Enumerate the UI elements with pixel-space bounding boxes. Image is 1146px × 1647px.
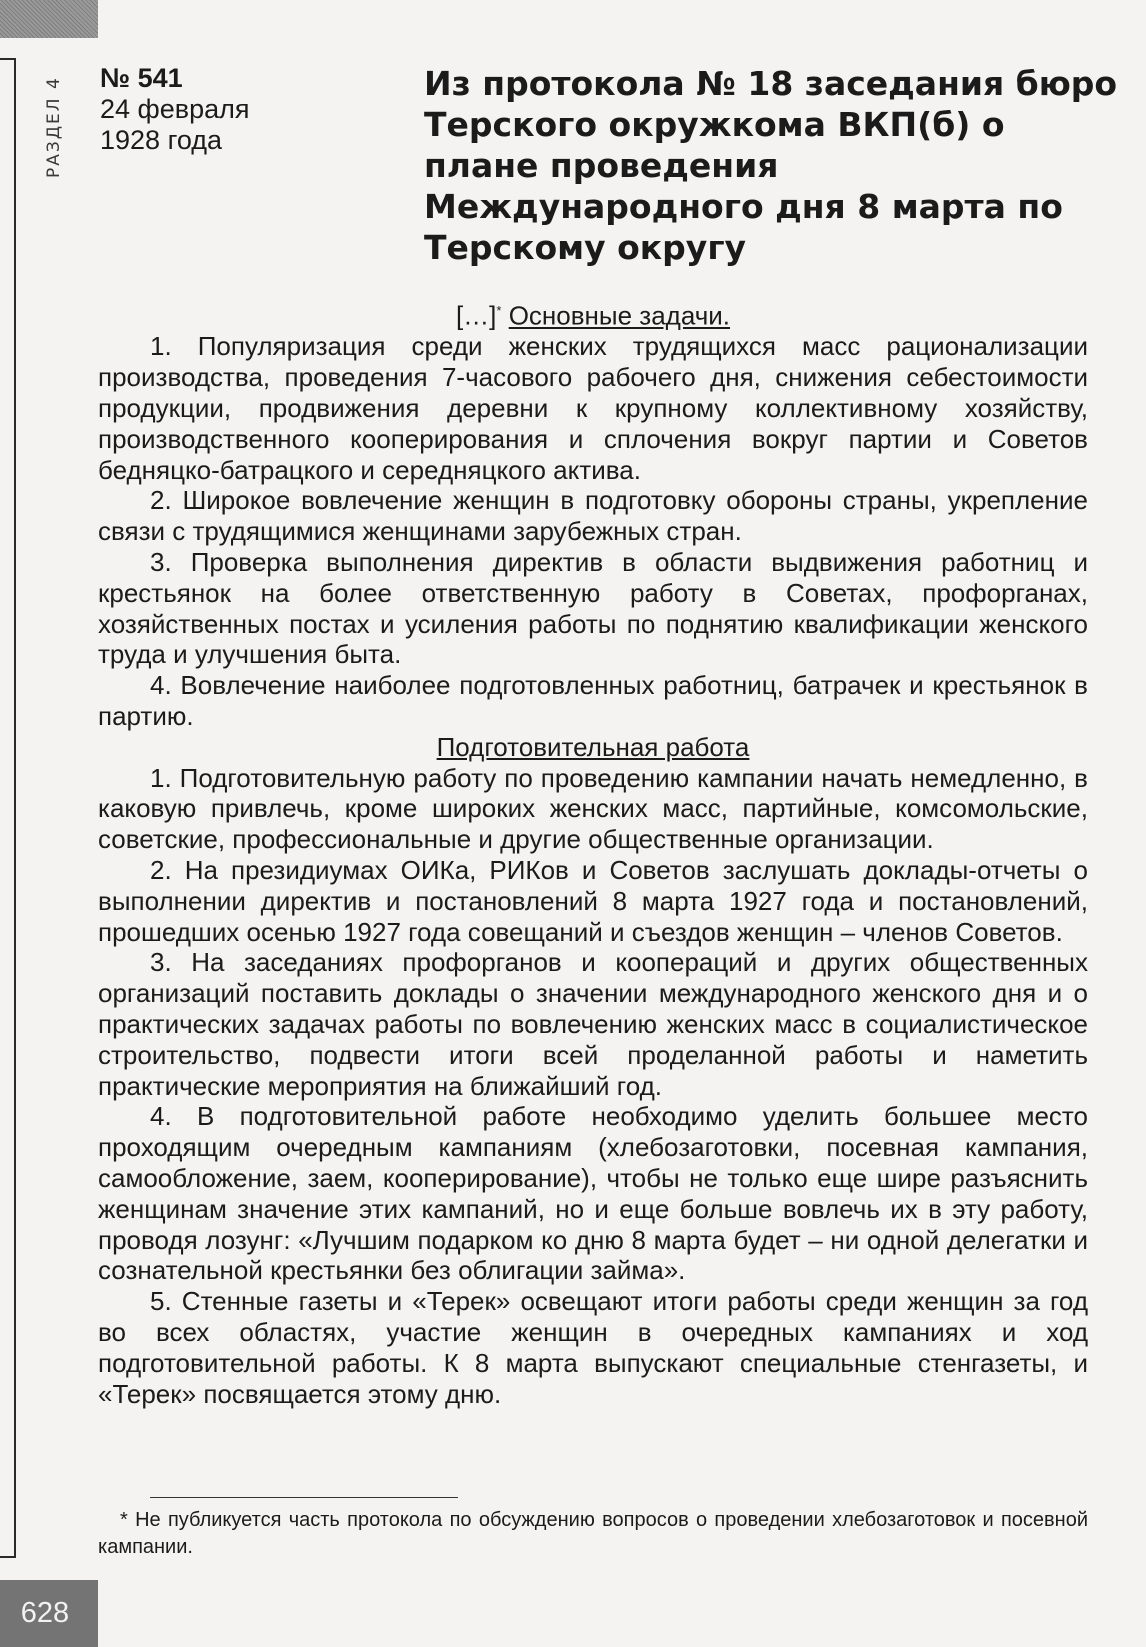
section-heading-text: Основные задачи. — [508, 300, 731, 331]
paragraph: 3. На заседаниях профорганов и коопераций и других общественных организаций поставить доклады о значении международного женского дня и о практических задачах работы по вовлечению женских масс в социалистическое строительство, подвести итоги всей проделанной работы и наметить практические мероприятия на ближайший год. — [98, 947, 1088, 1101]
paragraph: 4. В подготовительной работе необходимо уделить большее место проходящим очередным кампаниям (хлебозаготовки, посевная кампания, самообложение, заем, кооперирование), чтобы не только еще шире разъяснить женщинам значение этих кампаний, но и еще больше вовлечь их в эту работу, проводя лозунг: «Лучшим подарком ко дню 8 марта будет – ни одной делегатки и сознательной крестьянки без облигации займа». — [98, 1101, 1088, 1286]
paragraph: 4. Вовлечение наиболее подготовленных работниц, батрачек и крестьянок в партию. — [98, 670, 1088, 732]
document-number: № 541 — [100, 63, 183, 93]
page-number: 628 — [20, 1597, 70, 1629]
side-frame-line — [0, 58, 16, 1558]
corner-tab-decoration — [0, 0, 98, 38]
document-date-line1: 24 февраля — [100, 94, 250, 124]
paragraph: 2. Широкое вовлечение женщин в подготовку обороны страны, укрепление связи с трудящимися женщинами зарубежных стран. — [98, 485, 1088, 547]
footnote: * Не публикуется часть протокола по обсуждению вопросов о проведении хлебозаготовок и посевной кампании. — [98, 1509, 1088, 1558]
section-label: РАЗДЕЛ 4 — [44, 76, 64, 178]
footnote-reference: * — [496, 303, 502, 318]
section-heading-text: Подготовительная работа — [436, 731, 750, 762]
paragraph: 1. Популяризация среди женских трудящихся масс рационализации производства, проведения 7-часового рабочего дня, снижения себестоимости продукции, продвижения деревни к крупному коллективному хозяйству, производственного кооперирования и сплочения вокруг партии и Советов бедняцко-батрацкого и середняцкого актива. — [98, 331, 1088, 485]
footnote-divider — [150, 1497, 458, 1498]
omission-mark: […] — [455, 300, 497, 331]
document-meta — [100, 63, 250, 156]
paragraph: 2. На президиумах ОИКа, РИКов и Советов заслушать доклады-отчеты о выполнении директив и постановлений 8 марта 1927 года и постановлений, прошедших осенью 1927 года совещаний и съездов женщин – членов Советов. — [98, 855, 1088, 947]
section-heading-preparatory-work — [98, 732, 1088, 763]
document-date-line2: 1928 года — [100, 125, 223, 155]
section-heading-main-tasks — [98, 296, 1088, 331]
paragraph: 5. Стенные газеты и «Терек» освещают итоги работы среди женщин за год во всех областях, участие женщин в очередных кампаниях и ход подготовительной работы. К 8 марта выпускают специальные стенгазеты, и «Терек» посвящается этому дню. — [98, 1286, 1088, 1409]
page-number-badge — [0, 1580, 98, 1647]
document-title: Из протокола № 18 заседания бюро Терского окружкома ВКП(б) о плане проведения Международного дня 8 марта по Терскому округу — [424, 64, 1118, 267]
document-body — [98, 296, 1088, 1409]
paragraph: 3. Проверка выполнения директив в области выдвижения работниц и крестьянок на более ответственную работу в Советах, профорганах, хозяйственных постах и усиления работы по поднятию квалификации женского труда и улучшения быта. — [98, 547, 1088, 670]
paragraph: 1. Подготовительную работу по проведению кампании начать немедленно, в каковую привлечь, кроме широких женских масс, партийные, комсомольские, советские, профессиональные и другие общественные организации. — [98, 762, 1088, 855]
